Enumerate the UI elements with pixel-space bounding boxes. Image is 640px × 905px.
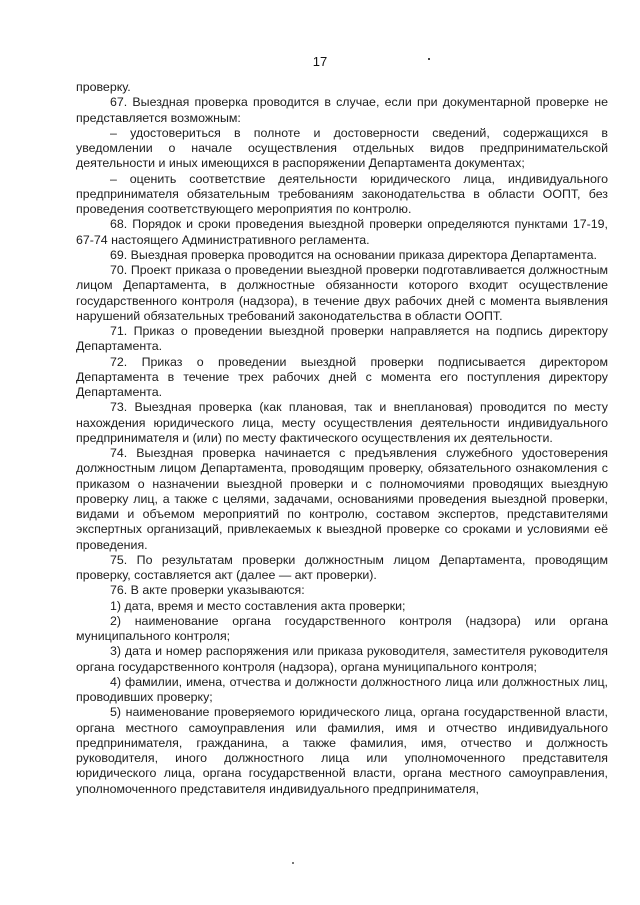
paragraph-76-item-5: 5) наименование проверяемого юридического лица, органа государственной власти, органа местного самоуправления или фамилия, имя и отчество индивидуального предпринимателя, гражданина, а также фамилия, имя, отчество и должность руководителя, иного должностного лица или уполномоченного представителя юридического лица, органа государственной власти, органа местного самоуправления, уполномоченного представителя индивидуального предпринимателя,: [76, 705, 608, 796]
paragraph-67: 67. Выездная проверка проводится в случае, если при документарной проверке не представляется возможным:: [76, 95, 608, 125]
paragraph-74: 74. Выездная проверка начинается с предъявления служебного удостоверения должностным лицом Департамента, проводящим проверку, обязательного ознакомления с приказом о назначении выездной проверки и с полномочиями проводящих выездную проверку лиц, а также с целями, задачами, основаниями проведения выездной проверки, видами и объемом мероприятий по контролю, составом экспертов, представителями экспертных организаций, привлекаемых к выездной проверке со сроками и условиями её проведения.: [76, 446, 608, 552]
paragraph-75: 75. По результатам проверки должностным лицом Департамента, проводящим проверку, составляется акт (далее — акт проверки).: [76, 552, 608, 582]
page-number: 17: [312, 54, 328, 69]
paragraph-70: 70. Проект приказа о проведении выездной проверки подготавливается должностным лицом Департамента, в должностные обязанности которого входит осуществление государственного контроля (надзора), в течение двух рабочих дней с момента выявления нарушений обязательных требований законодательства в области ООПТ.: [76, 263, 608, 323]
document-body: [76, 80, 608, 797]
scan-dot-mark-bottom: [292, 862, 294, 864]
paragraph-72: 72. Приказ о проведении выездной проверки подписывается директором Департамента в течение трех рабочих дней с момента его поступления директору Департамента.: [76, 354, 608, 399]
paragraph-76-item-4: 4) фамилии, имена, отчества и должности должностного лица или должностных лиц, проводивших проверку;: [76, 674, 608, 704]
paragraph-67-item-2: – оценить соответствие деятельности юридического лица, индивидуального предпринимателя обязательным требованиям законодательства в области ООПТ, без проведения соответствующего мероприятия по контролю.: [76, 171, 608, 216]
paragraph-continuation: проверку.: [76, 80, 131, 94]
paragraph-76-item-2: 2) наименование органа государственного контроля (надзора) или органа муниципального контроля;: [76, 613, 608, 643]
paragraph-76-item-3: 3) дата и номер распоряжения или приказа руководителя, заместителя руководителя органа государственного контроля (надзора), органа муниципального контроля;: [76, 644, 608, 674]
paragraph-71: 71. Приказ о проведении выездной проверки направляется на подпись директору Департамента.: [76, 324, 608, 354]
paragraph-67-item-1: – удостовериться в полноте и достоверности сведений, содержащихся в уведомлении о начале осуществления отдельных видов предпринимательской деятельности и иных имеющихся в распоряжении Департамента документах;: [76, 125, 608, 171]
paragraph-76-item-1: 1) дата, время и место составления акта проверки;: [110, 598, 406, 613]
paragraph-76: 76. В акте проверки указываются:: [110, 583, 305, 598]
paragraph-69: 69. Выездная проверка проводится на основании приказа директора Департамента.: [110, 247, 597, 262]
paragraph-73: 73. Выездная проверка (как плановая, так и внеплановая) проводится по месту нахождения юридического лица, месту осуществления деятельности индивидуального предпринимателя и (или) по месту фактического осуществления их деятельности.: [76, 400, 608, 445]
scan-dot-mark: [428, 58, 430, 60]
paragraph-68: 68. Порядок и сроки проведения выездной проверки определяются пунктами 17-19, 67-74 настоящего Административного регламента.: [76, 217, 608, 247]
